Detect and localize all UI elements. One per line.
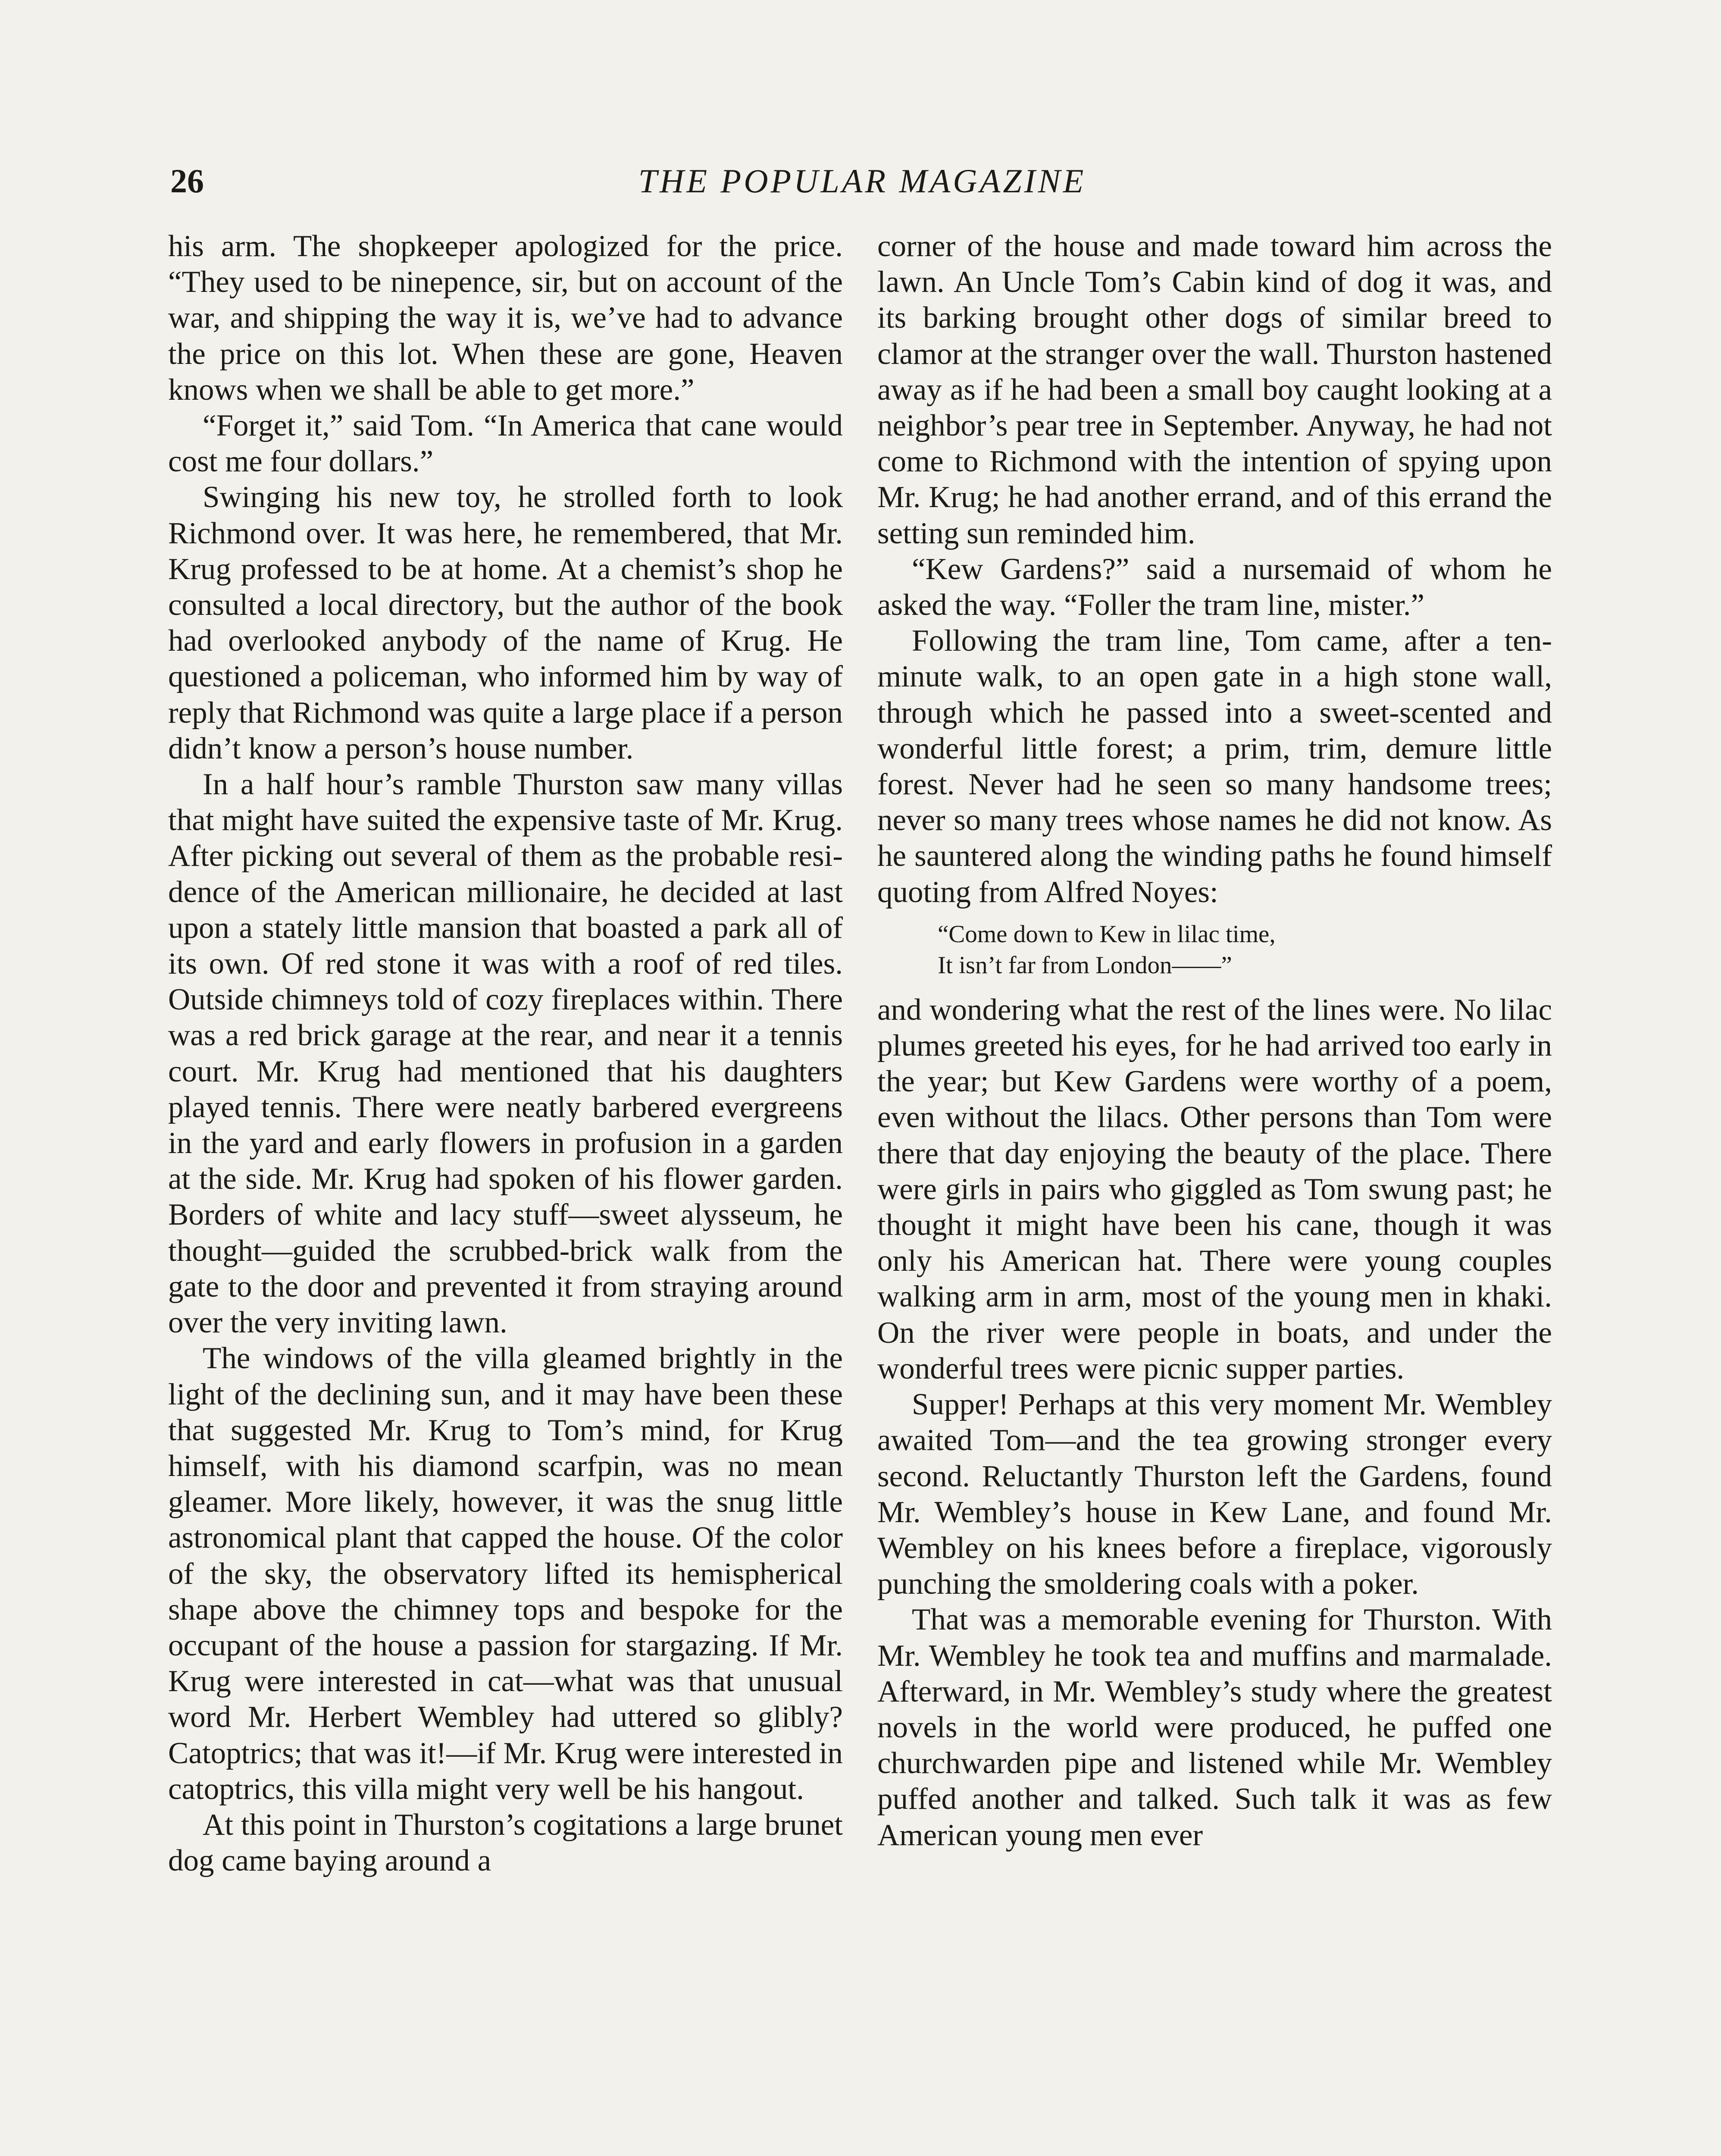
poem-line: “Come down to Kew in lilac time, — [938, 920, 1276, 948]
paragraph: The windows of the villa gleamed brightly in the light of the declining sun, and it may have been these that suggested Mr. Krug to Tom’s mind, for Krug himself, with his diamond scarfpin, was no mean gleamer. More likely, however, it was the snug little astronomical plant that capped the house. Of the color of the sky, the observatory lifted its hemispherical shape above the chimney tops and bespoke for the occupant of the house a passion for stargazing. If Mr. Krug were interested in cat—what was that unusual word Mr. Herbert Wembley had uttered so glibly? Catoptrics; that was it!—if Mr. Krug were interested in catoptrics, this villa might very well be his hangout. — [168, 1341, 843, 1806]
right-column — [877, 229, 1552, 1853]
paragraph: and wondering what the rest of the lines were. No lilac plumes greeted his eyes, for he had arrived too early in the year; but Kew Gardens were worthy of a poem, even without the lilacs. Other persons than Tom were there that day enjoying the beauty of the place. There were girls in pairs who giggled as Tom swung past; he thought it might have been his cane, though it was only his American hat. There were young couples walking arm in arm, most of the young men in khaki. On the river were people in boats, and under the wonderful trees were picnic supper parties. — [877, 993, 1552, 1385]
page-number: 26 — [170, 162, 204, 200]
poem-quote — [938, 919, 1552, 981]
left-column — [168, 229, 843, 1879]
paragraph: That was a memorable evening for Thurston. With Mr. Wembley he took tea and muffins and marmalade. Afterward, in Mr. Wembley’s study where the greatest novels in the world were produced, he puffed one churchwarden pipe and listened while Mr. Wembley puffed another and talked. Such talk it was as few American young men ever — [877, 1603, 1552, 1852]
running-title: THE POPULAR MAGAZINE — [638, 162, 1086, 200]
page-header — [170, 155, 1554, 207]
paragraph: In a half hour’s ramble Thurston saw many villas that might have suited the expensive taste of Mr. Krug. After picking out several of them as the probable residence of the American millionaire, he decided at last upon a stately little mansion that boasted a park all of its own. Of red stone it was with a roof of red tiles. Outside chimneys told of cozy fireplaces within. There was a red brick garage at the rear, and near it a tennis court. Mr. Krug had mentioned that his daughters played tennis. There were neatly barbered evergreens in the yard and early flowers in profusion in a garden at the side. Mr. Krug had spoken of his flower garden. Borders of white and lacy stuff—sweet alysseum, he thought—guided the scrubbed-brick walk from the gate to the door and prevented it from straying around over the very inviting lawn. — [168, 768, 843, 1340]
paragraph: At this point in Thurston’s cogitations a large brunet dog came baying around a — [168, 1808, 843, 1878]
paragraph: corner of the house and made toward him across the lawn. An Uncle Tom’s Cabin kind of dog it was, and its barking brought other dogs of similar breed to clamor at the stranger over the wall. Thurston hastened away as if he had been a small boy caught looking at a neighbor’s pear tree in September. Anyway, he had not come to Richmond with the intention of spying upon Mr. Krug; he had another errand, and of this errand the setting sun reminded him. — [877, 229, 1552, 550]
paragraph: “Kew Gardens?” said a nursemaid of whom he asked the way. “Foller the tram line, mister.” — [877, 552, 1552, 622]
paragraph: his arm. The shopkeeper apologized for the price. “They used to be ninepence, sir, but on account of the war, and shipping the way it is, we’ve had to advance the price on this lot. When these are gone, Heaven knows when we shall be able to get more.” — [168, 229, 843, 407]
paragraph: Swinging his new toy, he strolled forth to look Richmond over. It was here, he remembered, that Mr. Krug professed to be at home. At a chemist’s shop he consulted a local directory, but the author of the book had overlooked anybody of the name of Krug. He questioned a policeman, who informed him by way of reply that Richmond was quite a large place if a person didn’t know a person’s house number. — [168, 480, 843, 765]
paragraph: Supper! Perhaps at this very moment Mr. Wembley awaited Tom—and the tea growing stronger every second. Reluctantly Thurston left the Gardens, found Mr. Wembley’s house in Kew Lane, and found Mr. Wembley on his knees before a fireplace, vigorously punching the smoldering coals with a poker. — [877, 1388, 1552, 1601]
paragraph: Following the tram line, Tom came, after a ten-minute walk, to an open gate in a high stone wall, through which he passed into a sweet-scented and wonderful little forest; a prim, trim, demure little forest. Never had he seen so many handsome trees; never so many trees whose names he did not know. As he sauntered along the winding paths he found himself quoting from Alfred Noyes: — [877, 624, 1552, 909]
paragraph: “Forget it,” said Tom. “In America that cane would cost me four dollars.” — [168, 409, 843, 479]
poem-line: It isn’t far from London——” — [938, 951, 1232, 979]
